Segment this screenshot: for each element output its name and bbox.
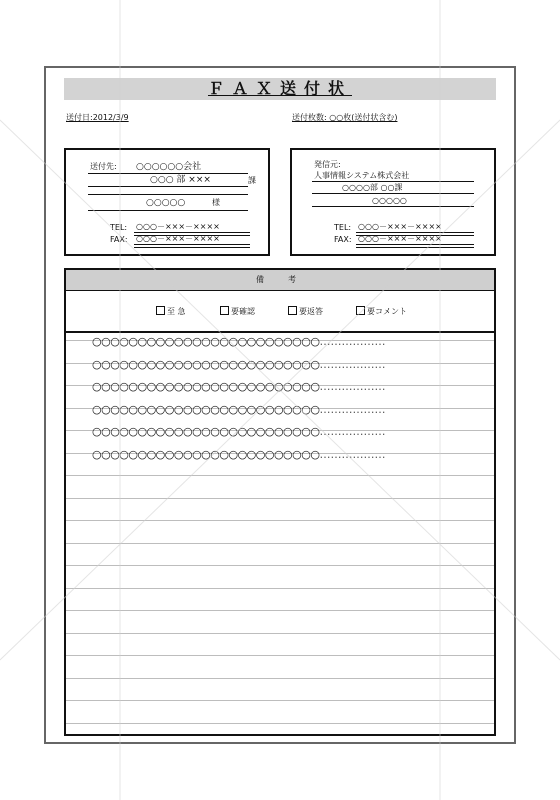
placeholder-dots: ………………	[319, 425, 386, 438]
recipient-fax-label: FAX:	[110, 235, 128, 244]
ruled-line	[66, 723, 494, 724]
underline	[312, 181, 474, 182]
ruled-line	[66, 655, 494, 656]
placeholder-circles: ○○○○○○○○○○○○○○○○○○○○○○○○○	[92, 447, 320, 461]
remarks-header: 備 考	[66, 270, 494, 291]
placeholder-dots: ………………	[319, 335, 386, 348]
double-underline	[356, 244, 474, 248]
checkbox-icon	[356, 306, 365, 315]
checkbox-icon	[288, 306, 297, 315]
ruled-line	[66, 543, 494, 544]
recipient-tel: ○○○－×××－××××	[136, 222, 220, 231]
check-reply[interactable]	[288, 306, 323, 317]
placeholder-line	[92, 381, 385, 393]
ruled-line	[66, 520, 494, 521]
sender-tel-label: TEL:	[334, 223, 352, 232]
checkbox-row	[66, 291, 494, 333]
underline	[88, 186, 248, 187]
ruled-line	[66, 475, 494, 476]
sender-fax: ○○○－×××－××××	[358, 234, 442, 243]
check-comment[interactable]	[356, 306, 407, 317]
placeholder-dots: ………………	[319, 402, 386, 416]
underline	[88, 194, 248, 195]
ruled-line	[66, 678, 494, 679]
underline	[312, 206, 474, 207]
underline	[312, 193, 474, 194]
ruled-line	[66, 633, 494, 634]
page-count: 送付枚数: ○○枚(送付状含む)	[292, 113, 398, 122]
ruled-line	[66, 498, 494, 499]
sender-tel: ○○○－×××－××××	[358, 222, 442, 231]
recipient-tel-label: TEL:	[110, 223, 128, 232]
ruled-line	[66, 700, 494, 701]
check-label: 至 急	[167, 307, 186, 316]
underline	[88, 173, 248, 174]
remarks-section	[64, 268, 496, 736]
recipient-box	[64, 148, 270, 256]
sender-prefix: 発信元:	[314, 160, 341, 169]
placeholder-line	[92, 359, 385, 371]
underline	[88, 210, 248, 211]
recipient-dept: ○○○ 部 ×××	[150, 175, 211, 185]
placeholder-circles: ○○○○○○○○○○○○○○○○○○○○○○○○○	[92, 425, 320, 438]
placeholder-circles: ○○○○○○○○○○○○○○○○○○○○○○○○○	[92, 380, 320, 393]
recipient-company: ○○○○○○会社	[136, 162, 202, 172]
placeholder-dots: ………………	[319, 447, 386, 461]
placeholder-circles: ○○○○○○○○○○○○○○○○○○○○○○○○○	[92, 357, 320, 371]
double-underline	[134, 244, 250, 248]
check-urgent[interactable]	[156, 306, 186, 317]
recipient-dept-suffix: 課	[248, 176, 256, 185]
check-label: 要コメント	[367, 307, 407, 316]
check-confirm[interactable]	[220, 306, 255, 317]
recipient-honorific: 様	[212, 198, 220, 207]
placeholder-line	[92, 426, 385, 438]
sender-dept: ○○○○部 ○○課	[342, 183, 403, 192]
page-title: ＦＡＸ送付状	[207, 79, 352, 98]
checkbox-icon	[220, 306, 229, 315]
ruled-line	[66, 565, 494, 566]
placeholder-dots: ………………	[319, 357, 386, 371]
placeholder-circles: ○○○○○○○○○○○○○○○○○○○○○○○○○	[92, 335, 320, 348]
sender-box	[290, 148, 496, 256]
check-label: 要返答	[299, 307, 323, 316]
placeholder-circles: ○○○○○○○○○○○○○○○○○○○○○○○○○	[92, 402, 320, 416]
recipient-person: ○○○○○	[146, 198, 186, 208]
placeholder-line	[92, 449, 385, 461]
placeholder-line	[92, 336, 385, 348]
sender-person: ○○○○○	[372, 196, 407, 205]
sender-company: 人事情報システム株式会社	[314, 171, 410, 180]
ruled-line	[66, 610, 494, 611]
recipient-fax: ○○○－×××－××××	[136, 234, 220, 243]
ruled-line	[66, 588, 494, 589]
placeholder-line	[92, 404, 385, 416]
checkbox-icon	[156, 306, 165, 315]
sender-fax-label: FAX:	[334, 235, 352, 244]
recipient-prefix: 送付先:	[90, 162, 117, 171]
send-date: 送付日:2012/3/9	[66, 113, 129, 122]
check-label: 要確認	[231, 307, 255, 316]
placeholder-dots: ………………	[319, 380, 386, 393]
